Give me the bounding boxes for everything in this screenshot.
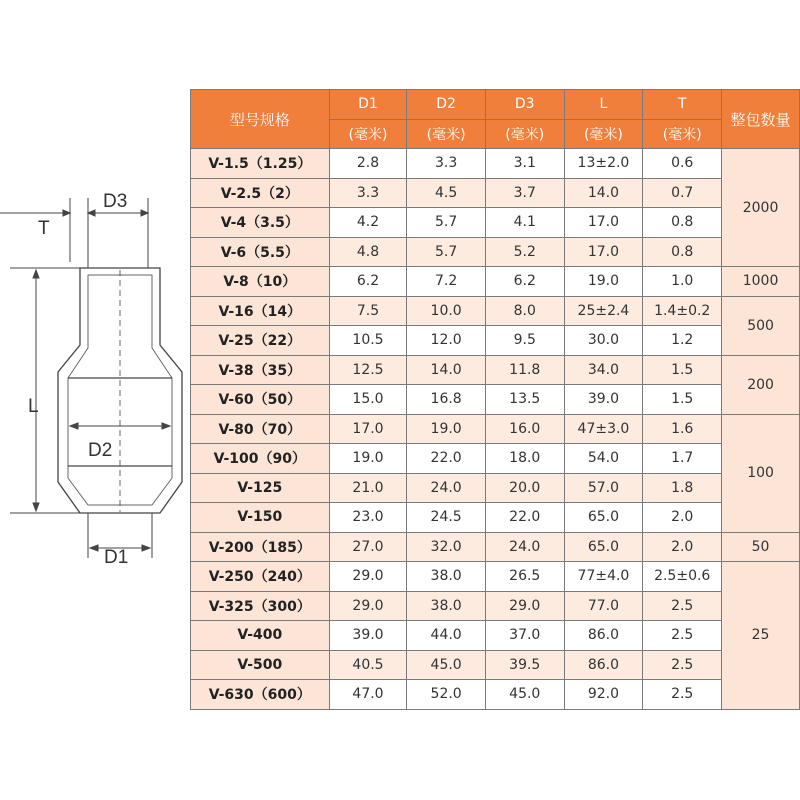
t-cell: 0.8 [643, 237, 722, 267]
t-cell: 1.5 [643, 385, 722, 415]
t-cell: 1.0 [643, 267, 722, 297]
t-cell: 0.8 [643, 208, 722, 238]
model-cell: V-80（70） [191, 414, 330, 444]
table-row [191, 680, 800, 710]
model-cell: V-630（600） [191, 680, 330, 710]
d3-cell: 6.2 [485, 267, 564, 297]
model-cell: V-60（50） [191, 385, 330, 415]
d2-cell: 4.5 [407, 178, 486, 208]
spec-table [190, 89, 800, 710]
table-row [191, 385, 800, 415]
label-t: T [38, 218, 50, 239]
d2-cell: 38.0 [407, 591, 486, 621]
t-cell: 2.0 [643, 503, 722, 533]
l-cell: 77±4.0 [564, 562, 643, 592]
t-cell: 1.5 [643, 355, 722, 385]
d3-cell: 13.5 [485, 385, 564, 415]
l-cell: 13±2.0 [564, 149, 643, 179]
d1-cell: 27.0 [329, 532, 407, 562]
model-cell: V-125 [191, 473, 330, 503]
label-d3: D3 [103, 191, 128, 212]
d1-cell: 4.8 [329, 237, 407, 267]
quantity-cell: 500 [722, 296, 800, 355]
d2-cell: 10.0 [407, 296, 486, 326]
d1-cell: 21.0 [329, 473, 407, 503]
table-row [191, 444, 800, 474]
d2-cell: 32.0 [407, 532, 486, 562]
d3-cell: 26.5 [485, 562, 564, 592]
l-cell: 77.0 [564, 591, 643, 621]
l-cell: 86.0 [564, 650, 643, 680]
l-cell: 14.0 [564, 178, 643, 208]
d1-cell: 6.2 [329, 267, 407, 297]
d1-cell: 3.3 [329, 178, 407, 208]
table-body [191, 149, 800, 710]
t-cell: 1.7 [643, 444, 722, 474]
d2-cell: 3.3 [407, 149, 486, 179]
l-cell: 39.0 [564, 385, 643, 415]
model-cell: V-8（10） [191, 267, 330, 297]
header-d1: D1 [329, 90, 407, 120]
d1-cell: 39.0 [329, 621, 407, 651]
d2-cell: 52.0 [407, 680, 486, 710]
d1-cell: 2.8 [329, 149, 407, 179]
d3-cell: 45.0 [485, 680, 564, 710]
model-cell: V-100（90） [191, 444, 330, 474]
t-cell: 1.4±0.2 [643, 296, 722, 326]
table-row [191, 237, 800, 267]
header-quantity: 整包数量 [722, 90, 800, 149]
d2-cell: 16.8 [407, 385, 486, 415]
d1-cell: 12.5 [329, 355, 407, 385]
d2-cell: 38.0 [407, 562, 486, 592]
table-header [191, 90, 800, 149]
t-cell: 1.2 [643, 326, 722, 356]
label-d1: D1 [104, 547, 129, 568]
d1-cell: 4.2 [329, 208, 407, 238]
quantity-cell: 25 [722, 562, 800, 710]
d1-cell: 15.0 [329, 385, 407, 415]
d3-cell: 24.0 [485, 532, 564, 562]
l-cell: 47±3.0 [564, 414, 643, 444]
l-cell: 17.0 [564, 208, 643, 238]
header-t: T [643, 90, 722, 120]
d3-cell: 3.1 [485, 149, 564, 179]
model-cell: V-400 [191, 621, 330, 651]
model-cell: V-6（5.5） [191, 237, 330, 267]
d3-cell: 16.0 [485, 414, 564, 444]
model-cell: V-4（3.5） [191, 208, 330, 238]
d2-cell: 14.0 [407, 355, 486, 385]
d1-cell: 7.5 [329, 296, 407, 326]
d1-cell: 40.5 [329, 650, 407, 680]
header-l: L [564, 90, 643, 120]
t-cell: 2.5±0.6 [643, 562, 722, 592]
model-cell: V-25（22） [191, 326, 330, 356]
t-cell: 2.5 [643, 591, 722, 621]
label-l: L [28, 396, 39, 417]
t-cell: 0.7 [643, 178, 722, 208]
quantity-cell: 2000 [722, 149, 800, 267]
table-row [191, 503, 800, 533]
header-d2: D2 [407, 90, 486, 120]
d2-cell: 19.0 [407, 414, 486, 444]
t-cell: 2.0 [643, 532, 722, 562]
d1-cell: 19.0 [329, 444, 407, 474]
l-cell: 86.0 [564, 621, 643, 651]
d1-cell: 29.0 [329, 562, 407, 592]
d1-cell: 29.0 [329, 591, 407, 621]
label-d2: D2 [88, 440, 113, 461]
table-row [191, 532, 800, 562]
sleeve-drawing [0, 0, 190, 800]
table-row [191, 591, 800, 621]
l-cell: 25±2.4 [564, 296, 643, 326]
l-cell: 92.0 [564, 680, 643, 710]
d3-cell: 39.5 [485, 650, 564, 680]
header-unit-l: (毫米) [564, 119, 643, 149]
table-row [191, 178, 800, 208]
header-unit-d2: (毫米) [407, 119, 486, 149]
header-unit-d3: (毫米) [485, 119, 564, 149]
d3-cell: 8.0 [485, 296, 564, 326]
d1-cell: 17.0 [329, 414, 407, 444]
table-row [191, 562, 800, 592]
table-row [191, 473, 800, 503]
d2-cell: 45.0 [407, 650, 486, 680]
t-cell: 2.5 [643, 621, 722, 651]
table-row [191, 326, 800, 356]
header-model: 型号规格 [191, 90, 330, 149]
d3-cell: 29.0 [485, 591, 564, 621]
l-cell: 65.0 [564, 532, 643, 562]
d2-cell: 24.0 [407, 473, 486, 503]
quantity-cell: 200 [722, 355, 800, 414]
l-cell: 54.0 [564, 444, 643, 474]
model-cell: V-1.5（1.25） [191, 149, 330, 179]
d3-cell: 3.7 [485, 178, 564, 208]
d3-cell: 11.8 [485, 355, 564, 385]
model-cell: V-250（240） [191, 562, 330, 592]
model-cell: V-200（185） [191, 532, 330, 562]
d1-cell: 47.0 [329, 680, 407, 710]
l-cell: 17.0 [564, 237, 643, 267]
l-cell: 19.0 [564, 267, 643, 297]
model-cell: V-16（14） [191, 296, 330, 326]
d2-cell: 24.5 [407, 503, 486, 533]
model-cell: V-150 [191, 503, 330, 533]
d1-cell: 23.0 [329, 503, 407, 533]
d3-cell: 20.0 [485, 473, 564, 503]
header-unit-t: (毫米) [643, 119, 722, 149]
quantity-cell: 50 [722, 532, 800, 562]
model-cell: V-2.5（2） [191, 178, 330, 208]
l-cell: 65.0 [564, 503, 643, 533]
table-row [191, 621, 800, 651]
d3-cell: 5.2 [485, 237, 564, 267]
d2-cell: 7.2 [407, 267, 486, 297]
header-d3: D3 [485, 90, 564, 120]
table-row [191, 149, 800, 179]
d2-cell: 22.0 [407, 444, 486, 474]
d2-cell: 5.7 [407, 237, 486, 267]
quantity-cell: 1000 [722, 267, 800, 297]
l-cell: 30.0 [564, 326, 643, 356]
t-cell: 1.8 [643, 473, 722, 503]
t-cell: 2.5 [643, 650, 722, 680]
model-cell: V-500 [191, 650, 330, 680]
d2-cell: 5.7 [407, 208, 486, 238]
d3-cell: 18.0 [485, 444, 564, 474]
table-row [191, 650, 800, 680]
d1-cell: 10.5 [329, 326, 407, 356]
d3-cell: 9.5 [485, 326, 564, 356]
model-cell: V-325（300） [191, 591, 330, 621]
quantity-cell: 100 [722, 414, 800, 532]
table-row [191, 414, 800, 444]
table-row [191, 267, 800, 297]
sleeve-outline [58, 268, 182, 513]
d2-cell: 44.0 [407, 621, 486, 651]
d3-cell: 22.0 [485, 503, 564, 533]
t-cell: 2.5 [643, 680, 722, 710]
d3-cell: 4.1 [485, 208, 564, 238]
d2-cell: 12.0 [407, 326, 486, 356]
l-cell: 57.0 [564, 473, 643, 503]
model-cell: V-38（35） [191, 355, 330, 385]
l-cell: 34.0 [564, 355, 643, 385]
header-unit-d1: (毫米) [329, 119, 407, 149]
table-row [191, 208, 800, 238]
t-cell: 0.6 [643, 149, 722, 179]
d3-cell: 37.0 [485, 621, 564, 651]
table-row [191, 355, 800, 385]
t-cell: 1.6 [643, 414, 722, 444]
table-row [191, 296, 800, 326]
